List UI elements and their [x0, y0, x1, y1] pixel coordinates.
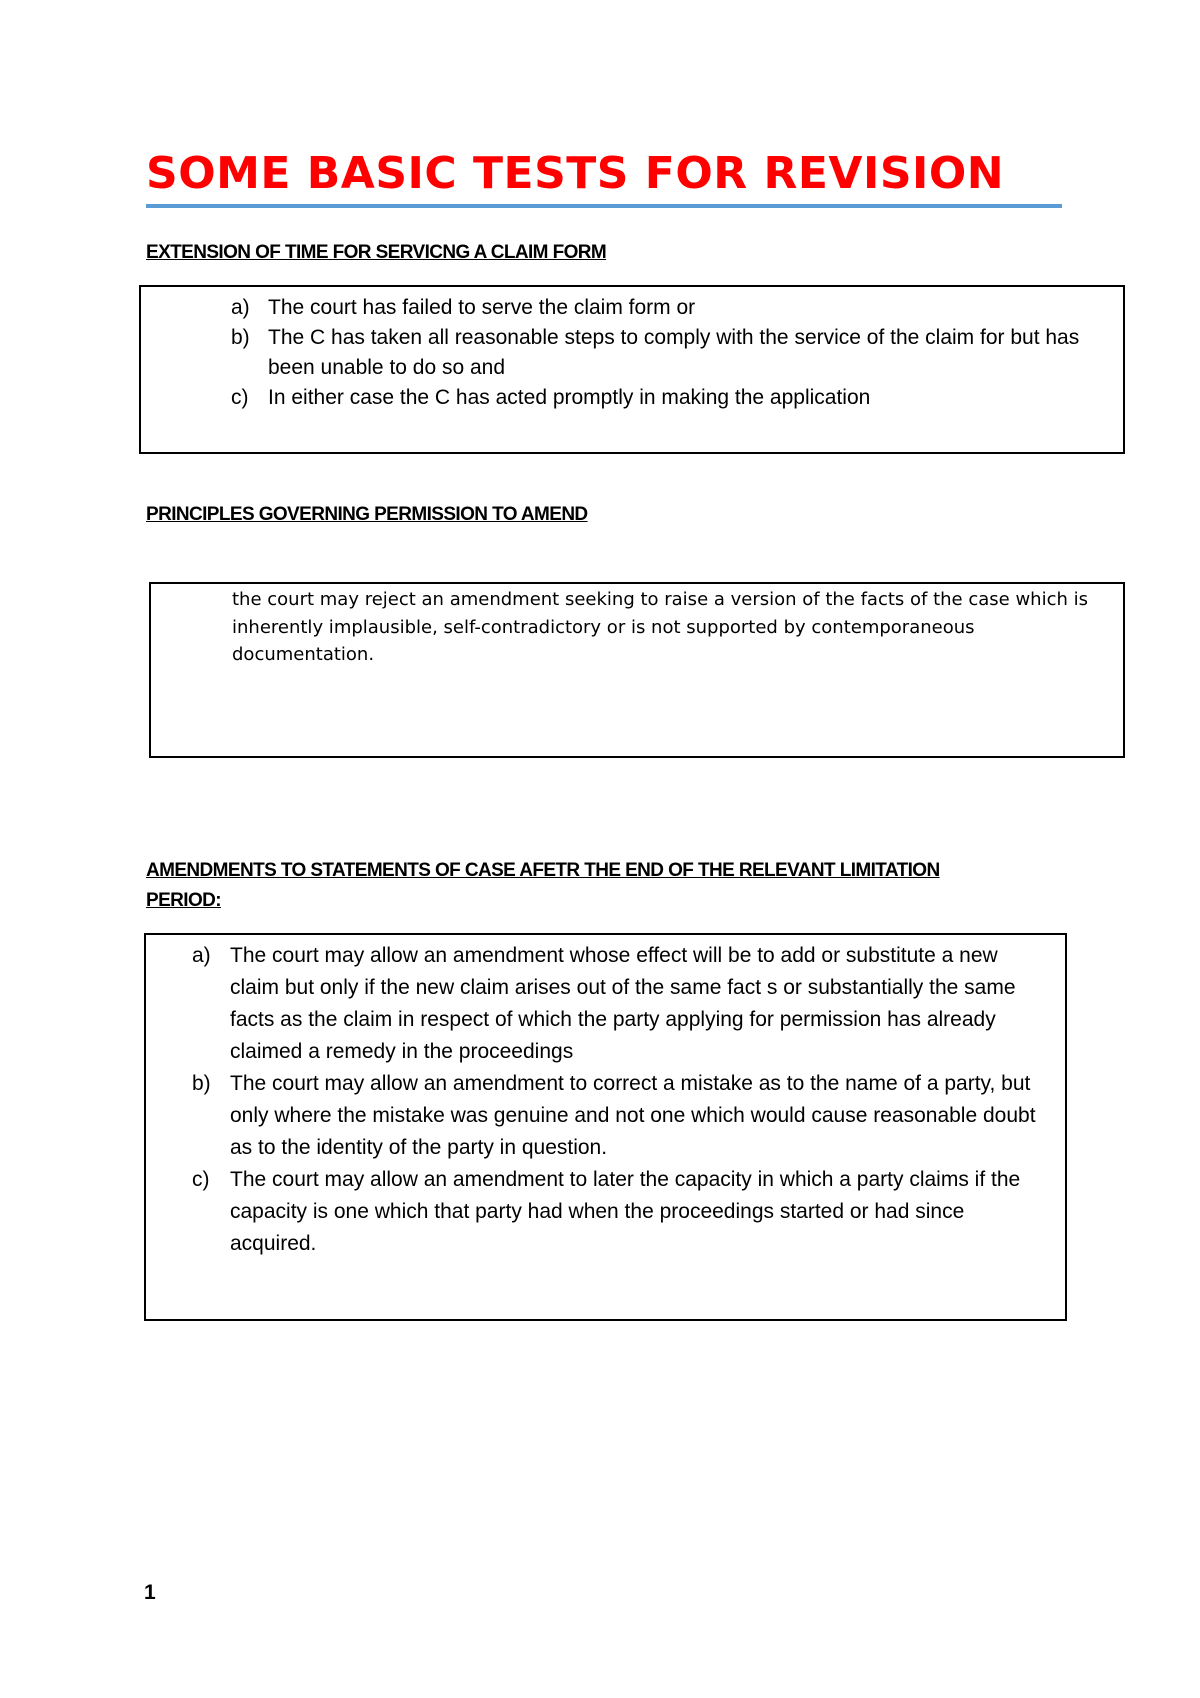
page-number: 1: [144, 1581, 156, 1604]
list-item-text: The court may allow an amendment whose effect will be to add or substitute a new claim but only if the new claim arises out of the same fact s or substantially the same facts as the claim in respect of which the party applying for permission has already claimed a remedy in the proceedings: [230, 944, 1016, 1063]
list-item-text: The court may allow an amendment to correct a mistake as to the name of a party, but only where the mistake was genuine and not one which would cause reasonable doubt as to the identity of the party in question.: [230, 1072, 1036, 1159]
amendments-list: [146, 935, 1065, 1260]
list-marker: a): [231, 296, 250, 319]
amendments-after-limitation-box: [144, 933, 1067, 1321]
extension-of-time-box: [139, 285, 1125, 454]
list-item-text: The court has failed to serve the claim form or: [268, 296, 696, 319]
permission-to-amend-text: the court may reject an amendment seeking to raise a version of the facts of the case which is inherently implausible, self-contradictory or is not supported by contemporaneous documentation.: [232, 589, 1088, 665]
list-item-text: The C has taken all reasonable steps to comply with the service of the claim for but has been unable to do so and: [268, 326, 1080, 379]
list-item-text: The court may allow an amendment to later the capacity in which a party claims if the capacity is one which that party had when the proceedings started or had since acquired.: [230, 1168, 1021, 1255]
list-item: [146, 940, 1065, 1068]
list-marker: b): [192, 1072, 211, 1095]
title-underline-rule: [146, 204, 1062, 208]
list-marker: a): [192, 944, 211, 967]
list-marker: c): [231, 386, 249, 409]
list-item: [141, 383, 1123, 413]
list-item: [141, 323, 1123, 383]
section-heading-extension-of-time: EXTENSION OF TIME FOR SERVICNG A CLAIM FORM: [146, 242, 607, 263]
section-heading-permission-to-amend: PRINCIPLES GOVERNING PERMISSION TO AMEND: [146, 504, 588, 525]
list-marker: c): [192, 1168, 210, 1191]
list-item: [146, 1164, 1065, 1260]
list-item-text: In either case the C has acted promptly in making the application: [268, 386, 871, 409]
permission-to-amend-box: [149, 582, 1125, 758]
heading-line: PERIOD:: [146, 890, 221, 911]
list-item: [146, 1068, 1065, 1164]
heading-line: AMENDMENTS TO STATEMENTS OF CASE AFETR THE END OF THE RELEVANT LIMITATION: [146, 860, 940, 881]
extension-of-time-list: [141, 287, 1123, 413]
document-title: SOME BASIC TESTS FOR REVISION: [146, 148, 1005, 199]
list-marker: b): [231, 326, 250, 349]
list-item: [141, 293, 1123, 323]
section-heading-amendments-after-limitation: [146, 856, 940, 916]
